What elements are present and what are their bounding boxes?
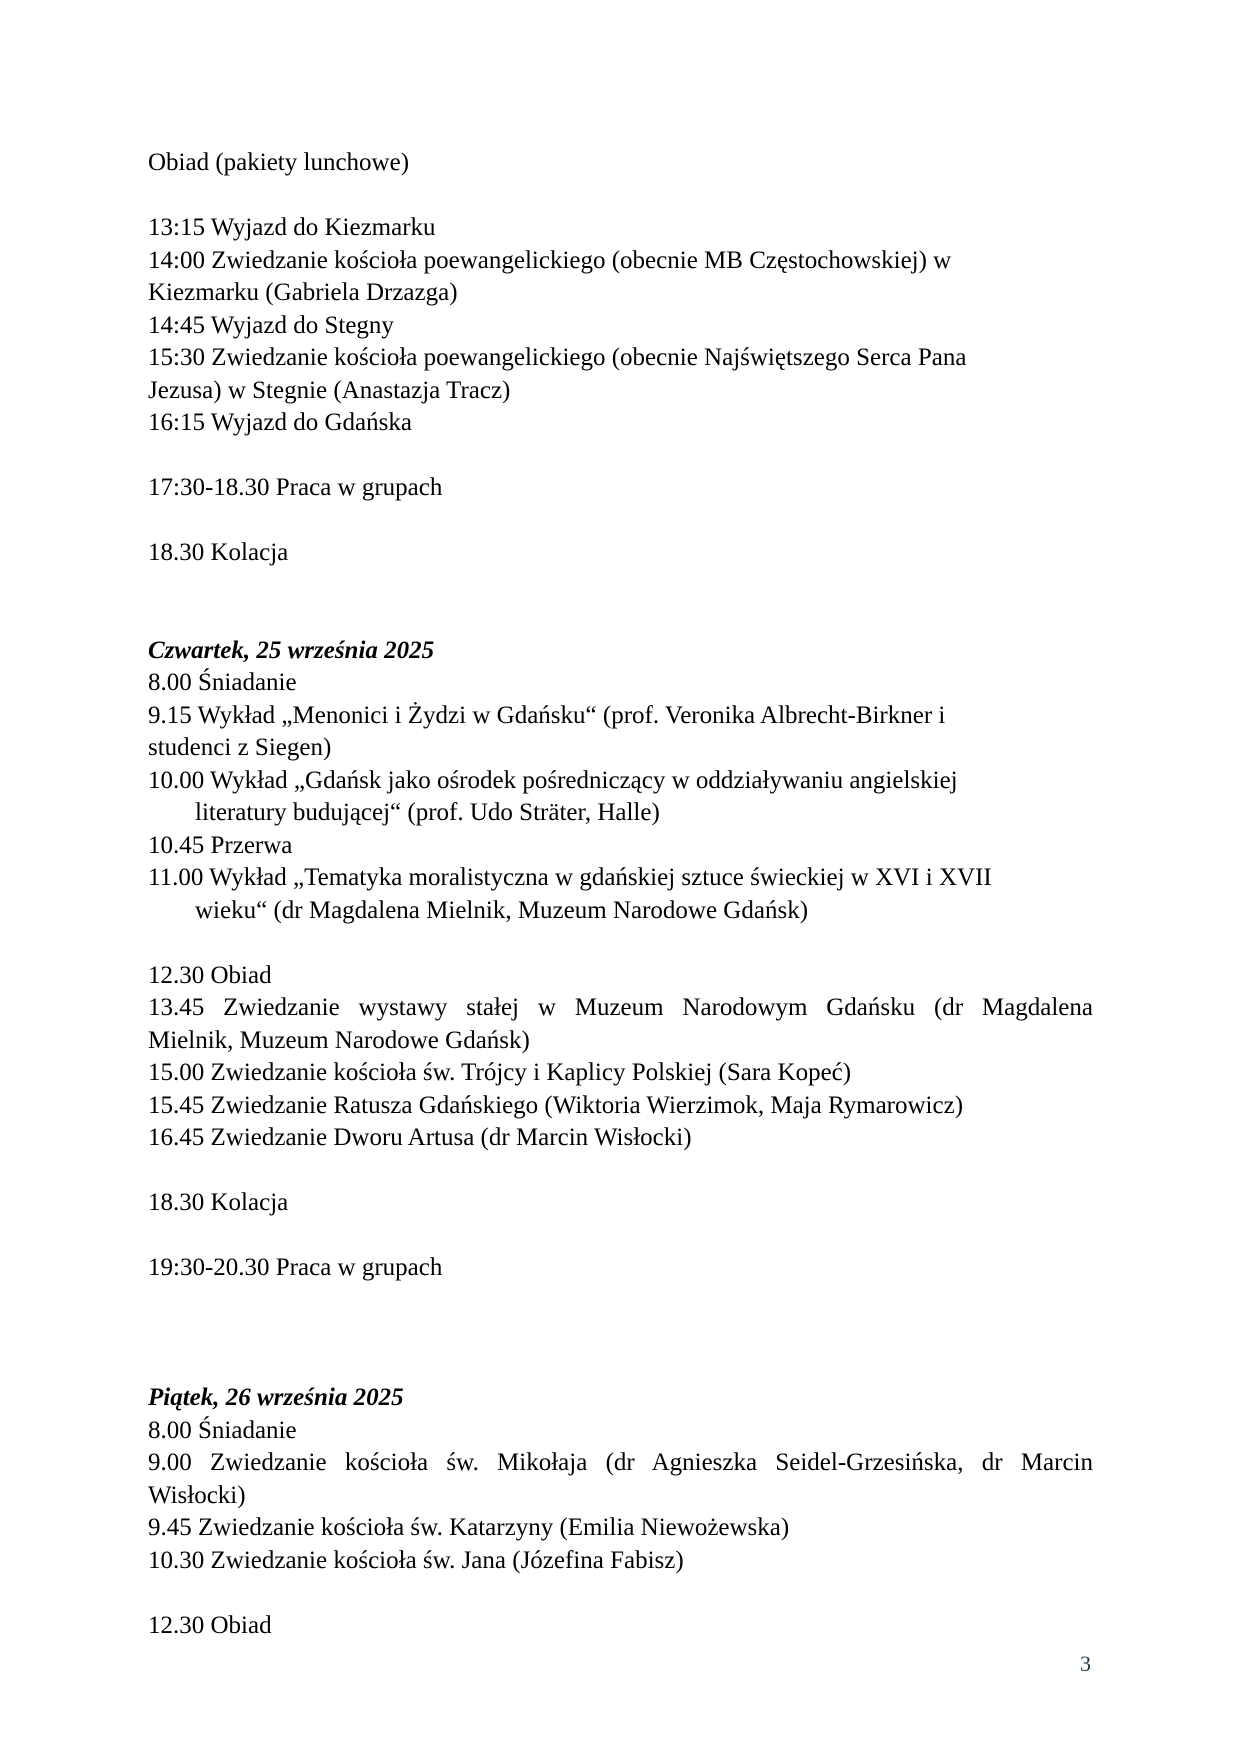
schedule-line: 15.45 Zwiedzanie Ratusza Gdańskiego (Wiktoria Wierzimok, Maja Rymarowicz) (148, 1091, 964, 1119)
schedule-line: Mielnik, Muzeum Narodowe Gdańsk) (148, 1026, 530, 1054)
schedule-line: 17:30-18.30 Praca w grupach (148, 474, 443, 501)
blank-line (148, 1220, 1093, 1253)
schedule-line: 12.30 Obiad (148, 961, 272, 989)
blank-line (148, 1350, 1093, 1383)
schedule-line: 14:00 Zwiedzanie kościoła poewangelickiego (obecnie MB Częstochowskiej) w (148, 246, 952, 274)
schedule-line: 15:30 Zwiedzanie kościoła poewangelickiego (obecnie Najświętszego Serca Pana (148, 344, 967, 371)
schedule-line: 8.00 Śniadanie (148, 1416, 297, 1444)
schedule-line: 11.00 Wykład „Tematyka moralistyczna w gdańskiej sztuce świeckiej w XVI i XVII (148, 864, 992, 891)
schedule-line: 10.00 Wykład „Gdańsk jako ośrodek pośredniczący w oddziaływaniu angielskiej (148, 766, 958, 794)
page-number: 3 (1080, 1651, 1091, 1676)
schedule-line: Wisłocki) (148, 1481, 246, 1509)
schedule-line: 16.45 Zwiedzanie Dworu Artusa (dr Marcin Wisłocki) (148, 1124, 692, 1151)
schedule-line: wieku“ (dr Magdalena Mielnik, Muzeum Narodowe Gdańsk) (195, 896, 809, 924)
schedule-line: 8.00 Śniadanie (148, 669, 297, 696)
blank-line (148, 440, 1093, 473)
blank-line (148, 570, 1093, 603)
blank-line (148, 602, 1093, 635)
schedule-line: 18.30 Kolacja (148, 1189, 289, 1216)
blank-line (148, 927, 1093, 960)
day-heading: Czwartek, 25 września 2025 (148, 636, 435, 664)
schedule-line: 10.45 Przerwa (148, 831, 293, 859)
schedule-line: studenci z Siegen) (148, 734, 332, 761)
blank-line (148, 1317, 1093, 1350)
schedule-line: 16:15 Wyjazd do Gdańska (148, 409, 412, 436)
blank-line (148, 1285, 1093, 1318)
blank-line (148, 505, 1093, 538)
schedule-line: 13:15 Wyjazd do Kiezmarku (148, 214, 436, 241)
schedule-line: 13.45 Zwiedzanie wystawy stałej w Muzeum Narodowym Gdańsku (dr Magdalena (148, 994, 1093, 1021)
schedule-line: 14:45 Wyjazd do Stegny (148, 311, 394, 339)
schedule-text-block (148, 147, 1093, 1642)
day-heading: Piątek, 26 września 2025 (148, 1384, 404, 1411)
schedule-line: Kiezmarku (Gabriela Drzazga) (148, 279, 458, 306)
schedule-line: 18.30 Kolacja (148, 539, 289, 566)
schedule-line: literatury budującej“ (prof. Udo Sträter, Halle) (195, 799, 660, 826)
blank-line (148, 1155, 1093, 1188)
schedule-line: 12.30 Obiad (148, 1611, 272, 1639)
schedule-line: 15.00 Zwiedzanie kościoła św. Trójcy i Kaplicy Polskiej (Sara Kopeć) (148, 1059, 852, 1086)
schedule-line: 9.45 Zwiedzanie kościoła św. Katarzyny (Emilia Niewożewska) (148, 1514, 790, 1541)
blank-line (148, 1577, 1093, 1610)
schedule-line: 9.00 Zwiedzanie kościoła św. Mikołaja (dr Agnieszka Seidel-Grzesińska, dr Marcin (148, 1449, 1093, 1476)
schedule-line: Obiad (pakiety lunchowe) (148, 149, 410, 176)
schedule-line: 19:30-20.30 Praca w grupach (148, 1254, 443, 1281)
schedule-line: Jezusa) w Stegnie (Anastazja Tracz) (148, 376, 511, 404)
schedule-line: 10.30 Zwiedzanie kościoła św. Jana (Józefina Fabisz) (148, 1546, 684, 1574)
schedule-line: 9.15 Wykład „Menonici i Żydzi w Gdańsku“ (prof. Veronika Albrecht-Birkner i (148, 701, 946, 729)
blank-line (148, 180, 1093, 213)
